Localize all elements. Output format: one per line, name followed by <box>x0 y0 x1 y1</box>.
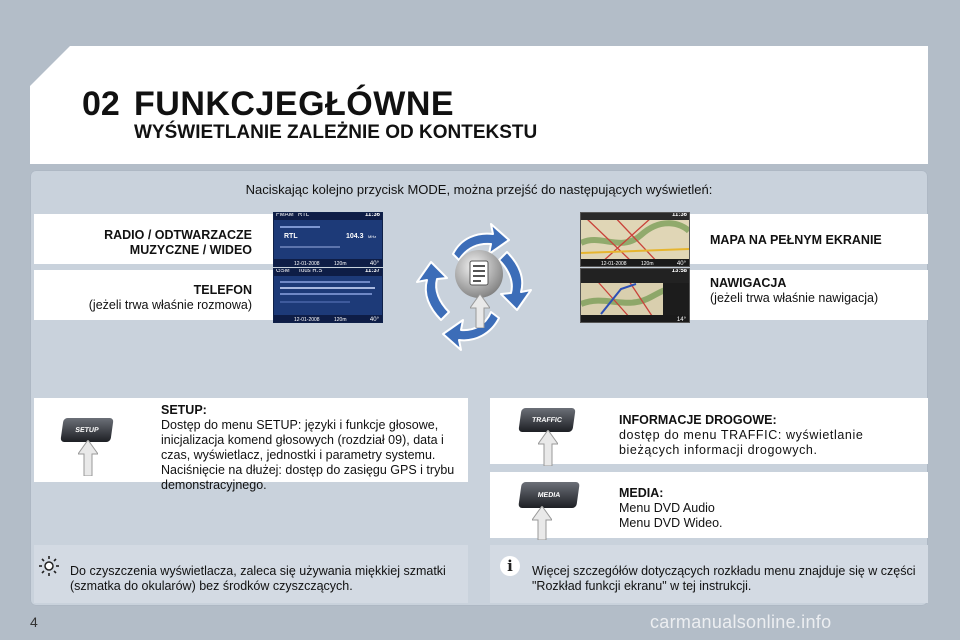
phone-screen-temp: 40° <box>369 317 379 323</box>
media-title: MEDIA: <box>619 486 664 500</box>
mode-icon <box>466 258 492 288</box>
setup-line-5: demonstracyjnego. <box>161 478 267 492</box>
phone-screen-dist: 120m <box>334 317 347 323</box>
nav-label <box>710 276 878 306</box>
setup-line-4: Naciśnięcie na dłużej: dostęp do zasięgu GPS i trybu <box>161 463 455 477</box>
radio-screen-dist: 120m <box>334 261 347 267</box>
phone-screen-source: GSM <box>276 268 290 274</box>
setup-title: SETUP: <box>161 403 207 417</box>
chapter-number: 02 <box>82 85 120 123</box>
map-screen-temp: 40° <box>676 261 686 267</box>
traffic-line-2: bieżących informacji drogowych. <box>619 443 818 457</box>
info-line-2: "Rozkład funkcji ekranu" w tej instrukcji. <box>532 579 752 593</box>
radio-screen-station: RTL <box>298 212 310 218</box>
radio-title-line1: RADIO / ODTWARZACZE <box>104 228 252 242</box>
phone-label <box>40 283 252 313</box>
media-description <box>619 486 723 531</box>
setup-line-1: Dostęp do menu SETUP: języki i funkcje głosowe, <box>161 418 439 432</box>
phone-screen-date: 12-01-2008 <box>294 317 320 323</box>
nav-illustration <box>581 269 689 322</box>
setup-button[interactable]: SETUP <box>60 418 113 442</box>
radio-screen-date: 12-01-2008 <box>294 261 320 267</box>
mode-press-arrow-icon <box>470 294 490 328</box>
media-press-arrow-icon <box>532 506 552 540</box>
nav-note: (jeżeli trwa właśnie nawigacja) <box>710 291 879 305</box>
phone-note: (jeżeli trwa właśnie rozmowa) <box>88 298 252 312</box>
map-screen-time: 11:36 <box>671 212 687 218</box>
setup-press-arrow-icon <box>78 440 98 476</box>
intro-text: Naciskając kolejno przycisk MODE, można przejść do następujących wyświetleń: <box>245 182 713 197</box>
traffic-title: INFORMACJE DROGOWE: <box>619 413 777 427</box>
chapter-title: FUNKCJEGŁÓWNE <box>134 85 455 123</box>
arrow-right-icon <box>499 252 531 310</box>
radio-title-line2: MUZYCZNE / WIDEO <box>129 243 252 257</box>
cleaning-line-1: Do czyszczenia wyświetlacza, zaleca się używania miękkiej szmatki <box>70 564 446 578</box>
info-line-1: Więcej szczegółów dotyczących rozkładu menu znajduje się w części <box>532 564 916 578</box>
setup-line-3: czas, wyświetlacz, jednostki i parametry systemu. <box>161 448 436 462</box>
map-screen-thumbnail <box>580 212 690 267</box>
setup-description <box>161 403 465 493</box>
nav-title: NAWIGACJA <box>710 276 787 290</box>
traffic-description <box>619 413 863 458</box>
radio-screen-source: FMAM <box>276 212 294 218</box>
radio-screen-time: 11:36 <box>364 212 380 218</box>
phone-screen-time: 11:37 <box>364 268 380 274</box>
map-title: MAPA NA PEŁNYM EKRANIE <box>710 233 882 247</box>
watermark: carmanualsonline.info <box>650 612 832 632</box>
phone-title: TELEFON <box>193 283 252 297</box>
radio-title <box>40 228 252 258</box>
radio-screen-thumbnail <box>273 212 383 267</box>
setup-line-2: inicjalizacja komend głosowych (rozdział 09), data i <box>161 433 444 447</box>
map-illustration <box>581 213 689 266</box>
cleaning-line-2: (szmatka do okularów) bez środków czyszczących. <box>70 579 353 593</box>
arrow-left-icon <box>417 262 449 320</box>
traffic-line-1: dostęp do menu TRAFFIC: wyświetlanie <box>619 428 864 442</box>
media-line-1: Menu DVD Audio <box>619 501 715 515</box>
radio-screen-temp: 40° <box>369 261 379 267</box>
radio-screen-main: RTL <box>284 233 298 240</box>
nav-screen-temp: 14° <box>676 317 686 323</box>
nav-screen-thumbnail <box>580 268 690 323</box>
traffic-press-arrow-icon <box>538 430 558 466</box>
nav-screen-time: 13:58 <box>671 268 687 274</box>
page-number: 4 <box>30 614 38 630</box>
chapter-subtitle: WYŚWIETLANIE ZALEŻNIE OD KONTEKSTU <box>134 122 538 143</box>
traffic-button[interactable]: TRAFFIC <box>518 408 575 432</box>
phone-screen-title: Tous R.S <box>298 268 323 274</box>
info-icon: i <box>500 556 520 576</box>
map-screen-date: 12-01-2008 <box>601 261 627 267</box>
phone-screen-thumbnail <box>273 268 383 323</box>
media-button[interactable]: MEDIA <box>518 482 580 508</box>
info-text <box>532 564 916 594</box>
sun-icon <box>38 555 60 577</box>
media-line-2: Menu DVD Wideo. <box>619 516 723 530</box>
radio-screen-unit: MHz <box>368 234 377 239</box>
map-screen-dist: 120m <box>641 261 654 267</box>
cleaning-text <box>70 564 446 594</box>
radio-screen-freq: 104.3 <box>346 233 364 240</box>
